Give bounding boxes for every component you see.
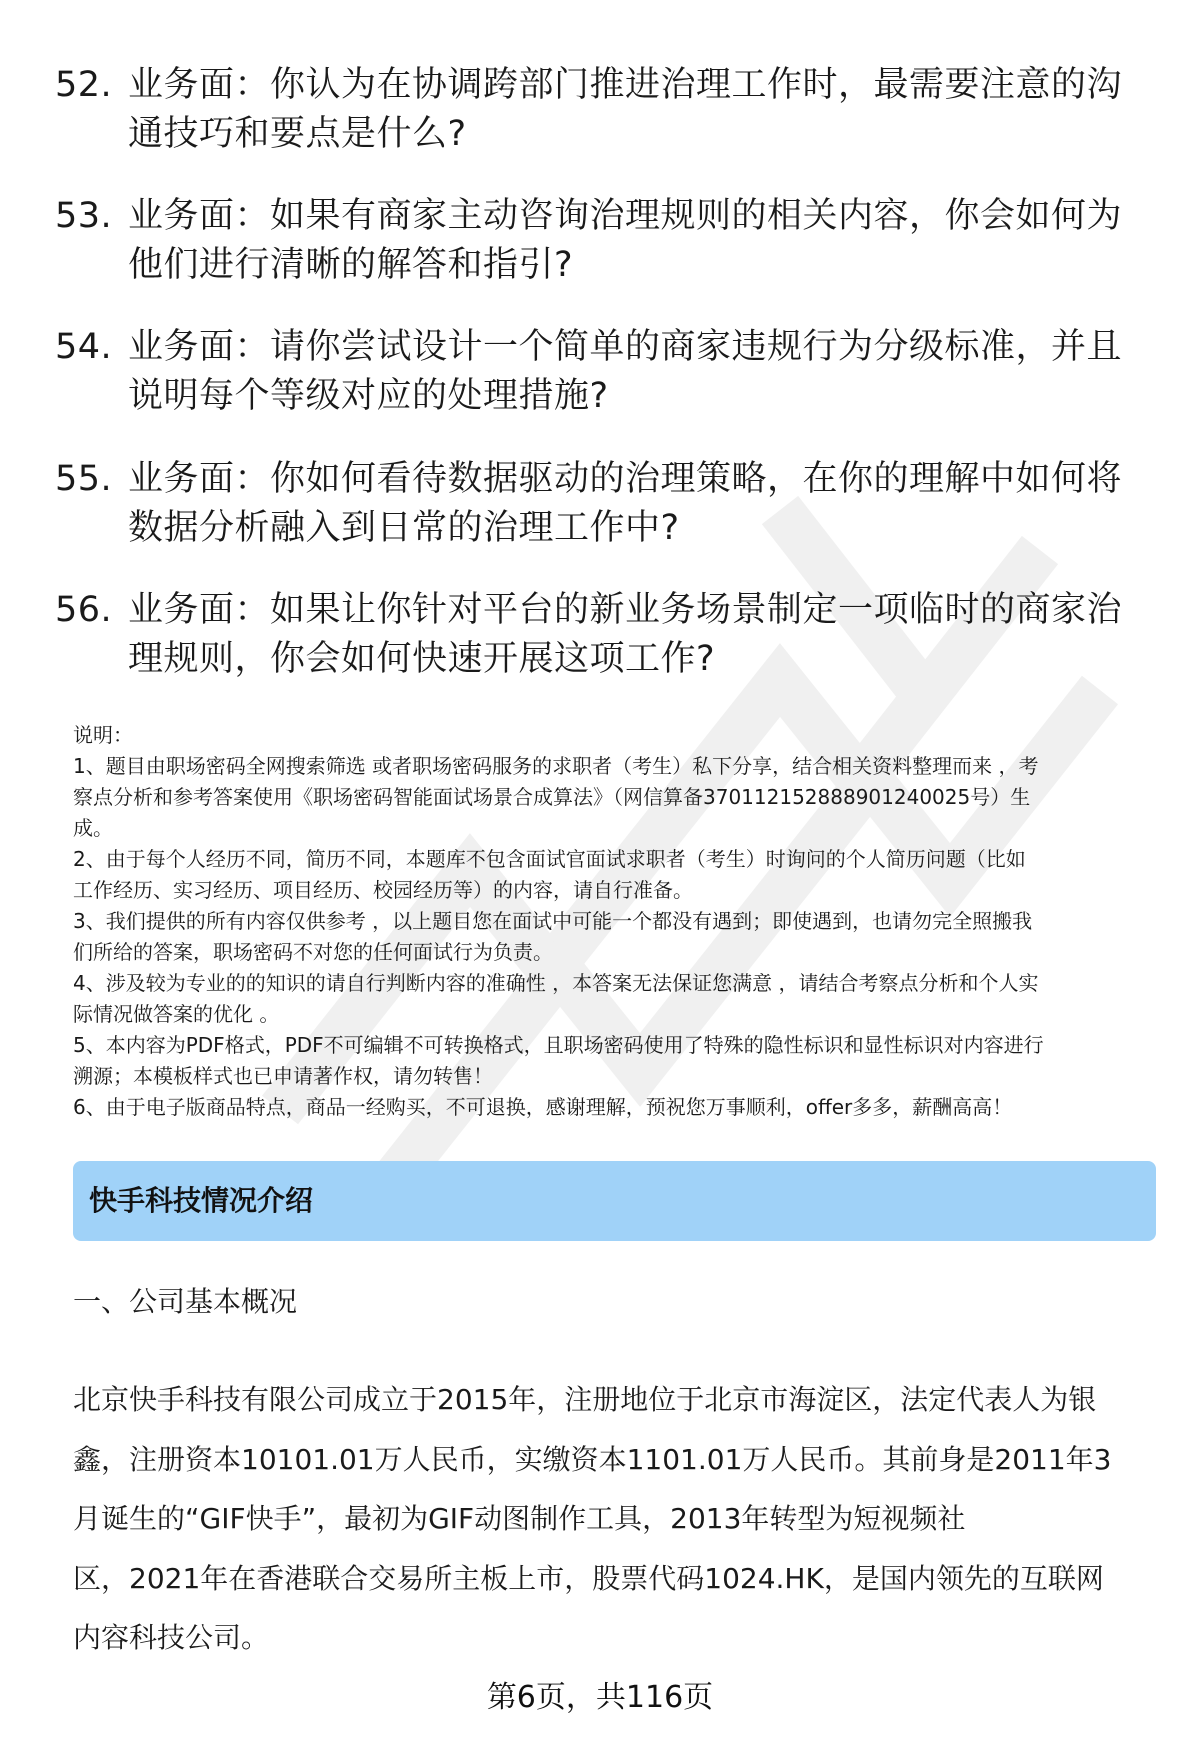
question-53 — [55, 192, 1135, 290]
paragraph-line: 月诞生的“GIF快手”，最初为GIF动图制作工具，2013年转型为短视频社 — [73, 1502, 966, 1535]
notes-line: 工作经历、实习经历、项目经历、校园经历等）的内容，请自行准备。 — [73, 878, 693, 902]
question-52 — [55, 61, 1135, 159]
paragraph-line: 鑫，注册资本10101.01万人民币，实缴资本1101.01万人民币。其前身是2011年3 — [73, 1442, 1112, 1476]
notes-line: 2、由于每个人经历不同，简历不同，本题库不包含面试官面试求职者（考生）时询问的个人简历问题（比如 — [73, 847, 1026, 871]
notes-section — [73, 720, 1143, 1123]
question-text-line: 业务面：如果让你针对平台的新业务场景制定一项临时的商家治 — [128, 590, 1123, 630]
page-indicator: 第6页，共116页 — [486, 1680, 714, 1715]
question-text-line: 数据分析融入到日常的治理工作中? — [128, 508, 680, 548]
question-54 — [55, 323, 1135, 421]
notes-line: 溯源；本模板样式也已申请著作权，请勿转售！ — [73, 1064, 493, 1088]
question-number: 54. — [55, 327, 113, 367]
question-56 — [55, 586, 1135, 684]
notes-line: 成。 — [73, 816, 113, 840]
section-subheading: 一、公司基本概况 — [73, 1285, 298, 1318]
question-number: 56. — [55, 590, 113, 630]
question-text-line: 业务面：请你尝试设计一个简单的商家违规行为分级标准，并且 — [128, 327, 1123, 367]
section-banner-title: 快手科技情况介绍 — [89, 1184, 314, 1217]
question-number: 53. — [55, 196, 113, 236]
paragraph-line: 区，2021年在香港联合交易所主板上市，股票代码1024.HK，是国内领先的互联网 — [73, 1561, 1104, 1595]
company-overview-paragraph — [73, 1370, 1163, 1668]
question-text-line: 理规则，你会如何快速开展这项工作? — [128, 639, 716, 679]
question-text-line: 业务面：你认为在协调跨部门推进治理工作时，最需要注意的沟 — [128, 65, 1123, 105]
notes-line: 6、由于电子版商品特点，商品一经购买，不可退换，感谢理解，预祝您万事顺利，offer多多，薪酬高高！ — [73, 1095, 1013, 1119]
question-text-line: 业务面：你如何看待数据驱动的治理策略，在你的理解中如何将 — [128, 459, 1123, 499]
question-number: 52. — [55, 65, 113, 105]
question-text-line: 说明每个等级对应的处理措施? — [128, 376, 609, 416]
section-banner — [73, 1161, 1156, 1241]
notes-line: 际情况做答案的优化 。 — [73, 1002, 280, 1026]
notes-title: 说明： — [73, 723, 133, 747]
notes-line: 4、涉及较为专业的的知识的请自行判断内容的准确性 ，本答案无法保证您满意 ，请结合考察点分析和个人实 — [73, 971, 1039, 995]
question-text-line: 他们进行清晰的解答和指引? — [128, 245, 574, 285]
notes-line: 们所给的答案，职场密码不对您的任何面试行为负责。 — [73, 940, 553, 964]
question-55 — [55, 455, 1135, 553]
notes-line: 5、本内容为PDF格式，PDF不可编辑不可转换格式，且职场密码使用了特殊的隐性标识和显性标识对内容进行 — [73, 1033, 1044, 1057]
notes-line: 察点分析和参考答案使用《职场密码智能面试场景合成算法》（网信算备370112152888901240025号）生 — [73, 785, 1031, 809]
notes-line: 1、题目由职场密码全网搜索筛选 或者职场密码服务的求职者（考生）私下分享，结合相关资料整理而来 ，考 — [73, 754, 1039, 778]
question-number: 55. — [55, 459, 113, 499]
notes-line: 3、我们提供的所有内容仅供参考 ，以上题目您在面试中可能一个都没有遇到；即使遇到，也请勿完全照搬我 — [73, 909, 1033, 933]
paragraph-line: 北京快手科技有限公司成立于2015年，注册地位于北京市海淀区，法定代表人为银 — [73, 1383, 1097, 1416]
question-text-line: 通技巧和要点是什么? — [128, 114, 467, 154]
paragraph-line: 内容科技公司。 — [73, 1621, 270, 1654]
question-text-line: 业务面：如果有商家主动咨询治理规则的相关内容，你会如何为 — [128, 196, 1123, 236]
